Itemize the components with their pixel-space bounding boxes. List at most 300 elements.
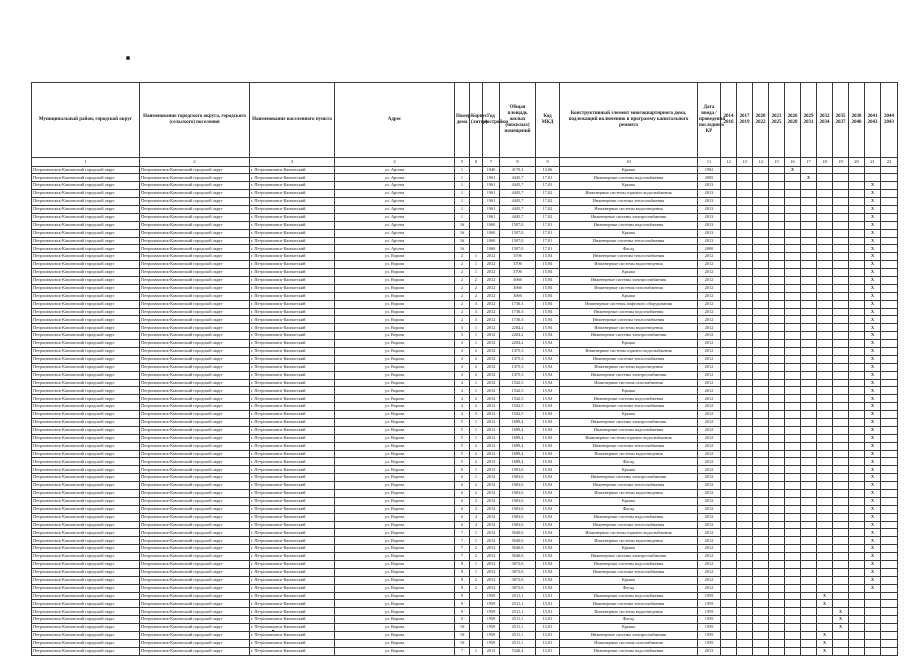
cell-area: 4445,7: [500, 213, 536, 221]
schedule-cell: [801, 584, 817, 592]
schedule-cell: [849, 632, 865, 640]
schedule-cell: [865, 545, 881, 553]
table-row: [32, 166, 898, 174]
cell-last-repair-date: 2012: [698, 584, 721, 592]
schedule-cell: [817, 497, 833, 505]
cell-house-number: 5: [455, 458, 470, 466]
schedule-cell: [801, 261, 817, 269]
schedule-cell: [801, 269, 817, 277]
table-row: [32, 308, 898, 316]
cell-corpus: 1: [470, 466, 483, 474]
schedule-cell: [737, 308, 753, 316]
schedule-cell: [865, 466, 881, 474]
schedule-cell: [721, 490, 737, 498]
schedule-cell: [801, 245, 817, 253]
schedule-cell: [849, 182, 865, 190]
table-row: [32, 584, 898, 592]
cell-build-year: 2012: [483, 466, 500, 474]
cell-corpus: [470, 221, 483, 229]
cell-locality: г. Петропавловск-Камчатский: [250, 355, 335, 363]
cell-mkd-code: 17,02: [536, 190, 560, 198]
cell-street: ул. Ворова: [335, 545, 455, 553]
schedule-cell: [849, 561, 865, 569]
schedule-cell: [849, 324, 865, 332]
schedule-cell: [801, 324, 817, 332]
schedule-cell: [833, 363, 849, 371]
schedule-cell: [769, 434, 785, 442]
cell-district: Петропавловск-Камчатский городской округ: [32, 198, 140, 206]
cell-structural-element: Инженерные системы теплоснабжения: [560, 568, 698, 576]
schedule-cell: [785, 308, 801, 316]
cell-last-repair-date: 2012: [698, 316, 721, 324]
schedule-cell: [769, 458, 785, 466]
cell-corpus: 3: [470, 505, 483, 513]
schedule-cell: [753, 229, 769, 237]
cell-corpus: 1: [470, 387, 483, 395]
table-row: [32, 561, 898, 569]
schedule-cell: [801, 411, 817, 419]
header-settlement: Наименование городского округа, городского (сельского) поселения: [140, 83, 250, 158]
cell-district: Петропавловск-Камчатский городской округ: [32, 308, 140, 316]
schedule-cell: [833, 387, 849, 395]
cell-structural-element: Крыша: [560, 269, 698, 277]
schedule-cell: [849, 363, 865, 371]
schedule-mark: X: [870, 577, 875, 582]
cell-house-number: 6: [455, 466, 470, 474]
schedule-cell: [785, 332, 801, 340]
schedule-cell: [881, 213, 898, 221]
schedule-cell: [849, 411, 865, 419]
schedule-cell: [785, 490, 801, 498]
cell-street: ул. Арсена: [335, 221, 455, 229]
schedule-cell: [769, 426, 785, 434]
cell-street: ул. Ворова: [335, 387, 455, 395]
schedule-cell: [785, 300, 801, 308]
cell-house-number: 10: [455, 639, 470, 647]
schedule-cell: [833, 340, 849, 348]
table-row: [32, 521, 898, 529]
schedule-cell: [721, 608, 737, 616]
schedule-cell: [737, 553, 753, 561]
cell-last-repair-date: 1959: [698, 639, 721, 647]
cell-mkd-code: 15,94: [536, 363, 560, 371]
cell-structural-element: Инженерные системы горячего водоснабжения: [560, 190, 698, 198]
cell-corpus: 1: [470, 568, 483, 576]
cell-structural-element: Инженерные системы водоотведения: [560, 261, 698, 269]
cell-area: 3066: [500, 292, 536, 300]
schedule-cell: [737, 190, 753, 198]
schedule-cell: [737, 332, 753, 340]
column-number: 7: [483, 158, 500, 167]
cell-house-number: 5: [455, 426, 470, 434]
table-row: [32, 198, 898, 206]
cell-district: Петропавловск-Камчатский городской округ: [32, 419, 140, 427]
cell-corpus: 1: [470, 253, 483, 261]
schedule-cell: [849, 529, 865, 537]
cell-street: ул. Ворова: [335, 434, 455, 442]
cell-house-number: 1: [455, 174, 470, 182]
cell-settlement: Петропавловск-Камчатский городской округ: [140, 624, 250, 632]
schedule-mark: X: [838, 608, 843, 614]
cell-corpus: [470, 166, 483, 174]
cell-last-repair-date: 2000: [698, 245, 721, 253]
cell-locality: г. Петропавловск-Камчатский: [250, 624, 335, 632]
schedule-cell: [721, 379, 737, 387]
cell-house-number: 6: [455, 505, 470, 513]
schedule-cell: [817, 269, 833, 277]
column-number: 14: [753, 158, 769, 167]
column-number: 4: [335, 158, 455, 167]
cell-house-number: 16: [455, 245, 470, 253]
cell-area: 3066: [500, 284, 536, 292]
cell-settlement: Петропавловск-Камчатский городской округ: [140, 316, 250, 324]
schedule-cell: [817, 411, 833, 419]
cell-settlement: Петропавловск-Камчатский городской округ: [140, 324, 250, 332]
cell-last-repair-date: 1959: [698, 600, 721, 608]
schedule-cell: [737, 379, 753, 387]
schedule-cell: [737, 608, 753, 616]
cell-area: 5040,6: [500, 537, 536, 545]
cell-build-year: 2012: [483, 371, 500, 379]
schedule-cell: [881, 632, 898, 640]
cell-settlement: Петропавловск-Камчатский городской округ: [140, 561, 250, 569]
schedule-cell: [721, 182, 737, 190]
header-build-year: Год постройки: [483, 83, 500, 158]
schedule-cell: [881, 324, 898, 332]
schedule-cell: [785, 237, 801, 245]
cell-last-repair-date: 2012: [698, 576, 721, 584]
schedule-cell: [833, 505, 849, 513]
schedule-cell: [849, 553, 865, 561]
schedule-mark: X: [790, 166, 795, 172]
schedule-cell: [881, 269, 898, 277]
column-number: 19: [833, 158, 849, 167]
cell-last-repair-date: 2012: [698, 419, 721, 427]
schedule-mark: X: [870, 379, 875, 385]
cell-house-number: 7: [455, 647, 470, 655]
schedule-cell: [849, 505, 865, 513]
cell-mkd-code: 15,94: [536, 529, 560, 537]
schedule-cell: [737, 497, 753, 505]
schedule-cell: [753, 190, 769, 198]
schedule-cell: [833, 269, 849, 277]
cell-mkd-code: 15,94: [536, 466, 560, 474]
cell-structural-element: Инженерные системы водоотведения: [560, 450, 698, 458]
table-row: [32, 403, 898, 411]
cell-build-year: 2012: [483, 450, 500, 458]
schedule-cell: [865, 355, 881, 363]
cell-locality: г. Петропавловск-Камчатский: [250, 324, 335, 332]
schedule-cell: [881, 639, 898, 647]
schedule-mark: X: [870, 458, 875, 464]
cell-structural-element: Крыша: [560, 497, 698, 505]
schedule-cell: [881, 253, 898, 261]
schedule-mark: X: [870, 261, 875, 267]
cell-last-repair-date: 1959: [698, 592, 721, 600]
cell-district: Петропавловск-Камчатский городской округ: [32, 205, 140, 213]
schedule-cell: [801, 466, 817, 474]
cell-district: Петропавловск-Камчатский городской округ: [32, 371, 140, 379]
schedule-cell: [881, 198, 898, 206]
cell-district: Петропавловск-Камчатский городской округ: [32, 395, 140, 403]
cell-structural-element: Инженерные системы водоотведения: [560, 537, 698, 545]
cell-locality: г. Петропавловск-Камчатский: [250, 639, 335, 647]
schedule-cell: [737, 221, 753, 229]
schedule-cell: [865, 584, 881, 592]
cell-corpus: 2: [470, 395, 483, 403]
cell-structural-element: Инженерные системы электроснабжения: [560, 419, 698, 427]
cell-street: ул. Ворова: [335, 316, 455, 324]
schedule-cell: [849, 616, 865, 624]
cell-structural-element: Инженерные системы электроснабжения: [560, 553, 698, 561]
cell-district: Петропавловск-Камчатский городской округ: [32, 332, 140, 340]
schedule-cell: [785, 592, 801, 600]
table-row: [32, 284, 898, 292]
cell-mkd-code: 15,94: [536, 497, 560, 505]
cell-last-repair-date: 2012: [698, 340, 721, 348]
schedule-cell: [817, 198, 833, 206]
schedule-mark: X: [870, 561, 875, 567]
table-row: [32, 355, 898, 363]
schedule-mark: X: [870, 466, 875, 472]
cell-area: 3706: [500, 261, 536, 269]
schedule-cell: [769, 316, 785, 324]
cell-last-repair-date: 2012: [698, 269, 721, 277]
schedule-cell: [753, 308, 769, 316]
cell-area: 1689,4: [500, 434, 536, 442]
schedule-mark: X: [870, 395, 875, 401]
schedule-cell: [849, 166, 865, 174]
cell-area: 1507,0: [500, 237, 536, 245]
cell-structural-element: Инженерные системы электроснабжения: [560, 213, 698, 221]
cell-settlement: Петропавловск-Камчатский городской округ: [140, 284, 250, 292]
schedule-cell: [833, 576, 849, 584]
cell-settlement: Петропавловск-Камчатский городской округ: [140, 387, 250, 395]
table-row: [32, 450, 898, 458]
schedule-cell: [881, 505, 898, 513]
cell-corpus: 3: [470, 300, 483, 308]
header-mkd-code: Код МКД: [536, 83, 560, 158]
schedule-cell: [849, 624, 865, 632]
cell-settlement: Петропавловск-Камчатский городской округ: [140, 332, 250, 340]
schedule-cell: [801, 174, 817, 182]
schedule-mark: X: [870, 498, 875, 504]
cell-mkd-code: 15,01: [536, 632, 560, 640]
schedule-cell: [785, 182, 801, 190]
cell-last-repair-date: 2013: [698, 190, 721, 198]
cell-street: ул. Ворова: [335, 608, 455, 616]
schedule-cell: [833, 182, 849, 190]
cell-settlement: Петропавловск-Камчатский городской округ: [140, 442, 250, 450]
schedule-cell: [721, 505, 737, 513]
schedule-cell: [721, 363, 737, 371]
schedule-cell: [721, 253, 737, 261]
schedule-cell: [801, 442, 817, 450]
cell-house-number: 3: [455, 332, 470, 340]
schedule-cell: [817, 324, 833, 332]
cell-mkd-code: 15,94: [536, 474, 560, 482]
schedule-mark: X: [870, 434, 875, 440]
schedule-cell: [721, 355, 737, 363]
schedule-cell: [769, 592, 785, 600]
schedule-cell: [881, 529, 898, 537]
cell-last-repair-date: 2012: [698, 568, 721, 576]
schedule-mark: X: [870, 340, 875, 346]
cell-district: Петропавловск-Камчатский городской округ: [32, 497, 140, 505]
cell-settlement: Петропавловск-Камчатский городской округ: [140, 205, 250, 213]
schedule-cell: [721, 387, 737, 395]
schedule-cell: [849, 474, 865, 482]
schedule-cell: [721, 521, 737, 529]
cell-corpus: [470, 592, 483, 600]
cell-mkd-code: 15,94: [536, 379, 560, 387]
cell-settlement: Петропавловск-Камчатский городской округ: [140, 379, 250, 387]
schedule-cell: [865, 513, 881, 521]
schedule-cell: [737, 276, 753, 284]
schedule-cell: [721, 213, 737, 221]
schedule-cell: [721, 205, 737, 213]
schedule-cell: [785, 616, 801, 624]
cell-settlement: Петропавловск-Камчатский городской округ: [140, 245, 250, 253]
schedule-cell: [721, 584, 737, 592]
cell-street: ул. Ворова: [335, 458, 455, 466]
cell-locality: г. Петропавловск-Камчатский: [250, 237, 335, 245]
schedule-cell: [737, 316, 753, 324]
schedule-cell: [881, 387, 898, 395]
column-number: 11: [698, 158, 721, 167]
cell-locality: г. Петропавловск-Камчатский: [250, 332, 335, 340]
schedule-mark: X: [806, 174, 811, 180]
cell-locality: г. Петропавловск-Камчатский: [250, 419, 335, 427]
schedule-cell: [737, 600, 753, 608]
cell-house-number: 4: [455, 387, 470, 395]
schedule-cell: [753, 403, 769, 411]
schedule-cell: [881, 482, 898, 490]
cell-settlement: Петропавловск-Камчатский городской округ: [140, 545, 250, 553]
schedule-cell: [833, 474, 849, 482]
header-period-2032: 2032 2034: [817, 83, 833, 158]
cell-last-repair-date: 2013: [698, 237, 721, 245]
schedule-cell: [769, 561, 785, 569]
schedule-cell: [737, 395, 753, 403]
schedule-mark: X: [870, 482, 875, 488]
schedule-cell: [833, 592, 849, 600]
table-row: [32, 513, 898, 521]
cell-last-repair-date: 2012: [698, 490, 721, 498]
cell-build-year: 2012: [483, 434, 500, 442]
cell-mkd-code: 15,94: [536, 419, 560, 427]
schedule-cell: [833, 521, 849, 529]
cell-district: Петропавловск-Камчатский городской округ: [32, 490, 140, 498]
cell-build-year: 2012: [483, 513, 500, 521]
cell-structural-element: Фасад: [560, 505, 698, 513]
schedule-cell: [721, 592, 737, 600]
schedule-cell: [721, 347, 737, 355]
cell-structural-element: Крыша: [560, 466, 698, 474]
schedule-cell: [769, 490, 785, 498]
schedule-cell: [769, 205, 785, 213]
cell-locality: г. Петропавловск-Камчатский: [250, 190, 335, 198]
cell-mkd-code: 15,94: [536, 545, 560, 553]
cell-settlement: Петропавловск-Камчатский городской округ: [140, 608, 250, 616]
cell-corpus: 1: [470, 269, 483, 277]
cell-locality: г. Петропавловск-Камчатский: [250, 371, 335, 379]
cell-locality: г. Петропавловск-Камчатский: [250, 466, 335, 474]
cell-area: 1542,5: [500, 379, 536, 387]
cell-locality: г. Петропавловск-Камчатский: [250, 608, 335, 616]
schedule-cell: [801, 355, 817, 363]
cell-corpus: 2: [470, 355, 483, 363]
cell-build-year: 2012: [483, 276, 500, 284]
schedule-cell: [881, 300, 898, 308]
cell-corpus: [470, 608, 483, 616]
cell-house-number: 4: [455, 395, 470, 403]
column-number: 3: [250, 158, 335, 167]
schedule-cell: [801, 616, 817, 624]
schedule-cell: [801, 371, 817, 379]
schedule-cell: [833, 395, 849, 403]
schedule-cell: [801, 237, 817, 245]
cell-settlement: Петропавловск-Камчатский городской округ: [140, 647, 250, 655]
schedule-cell: [849, 205, 865, 213]
cell-district: Петропавловск-Камчатский городской округ: [32, 300, 140, 308]
schedule-cell: [865, 576, 881, 584]
cell-district: Петропавловск-Камчатский городской округ: [32, 340, 140, 348]
schedule-cell: [785, 221, 801, 229]
schedule-cell: [721, 434, 737, 442]
cell-locality: г. Петропавловск-Камчатский: [250, 308, 335, 316]
schedule-cell: [801, 600, 817, 608]
cell-house-number: 16: [455, 237, 470, 245]
schedule-cell: [801, 379, 817, 387]
cell-district: Петропавловск-Камчатский городской округ: [32, 474, 140, 482]
schedule-cell: [833, 300, 849, 308]
header-period-2041: 2041 2043: [865, 83, 881, 158]
cell-district: Петропавловск-Камчатский городской округ: [32, 434, 140, 442]
cell-corpus: 1: [470, 419, 483, 427]
cell-settlement: Петропавловск-Камчатский городской округ: [140, 363, 250, 371]
table-row: [32, 371, 898, 379]
cell-corpus: 2: [470, 371, 483, 379]
schedule-mark: X: [870, 427, 875, 433]
cell-locality: г. Петропавловск-Камчатский: [250, 166, 335, 174]
schedule-cell: [721, 316, 737, 324]
table-row: [32, 221, 898, 229]
cell-locality: г. Петропавловск-Камчатский: [250, 174, 335, 182]
cell-corpus: 2: [470, 584, 483, 592]
table-row: [32, 316, 898, 324]
header-structural-element: Конструктивный элемент многоквартирного дома, подлежащий включению в программу капитального ремонта: [560, 83, 698, 158]
cell-district: Петропавловск-Камчатский городской округ: [32, 324, 140, 332]
schedule-mark: X: [870, 285, 875, 291]
cell-area: 2511,1: [500, 632, 536, 640]
table-row: [32, 237, 898, 245]
schedule-cell: [785, 537, 801, 545]
cell-build-year: 2013: [483, 647, 500, 655]
cell-last-repair-date: 2012: [698, 276, 721, 284]
schedule-cell: [753, 632, 769, 640]
cell-mkd-code: 15,94: [536, 442, 560, 450]
schedule-cell: [817, 245, 833, 253]
cell-district: Петропавловск-Камчатский городской округ: [32, 600, 140, 608]
cell-area: 1903,6: [500, 466, 536, 474]
schedule-cell: [817, 458, 833, 466]
schedule-cell: [769, 403, 785, 411]
cell-last-repair-date: 2012: [698, 434, 721, 442]
cell-mkd-code: 15,01: [536, 600, 560, 608]
schedule-cell: [833, 190, 849, 198]
cell-settlement: Петропавловск-Камчатский городской округ: [140, 411, 250, 419]
